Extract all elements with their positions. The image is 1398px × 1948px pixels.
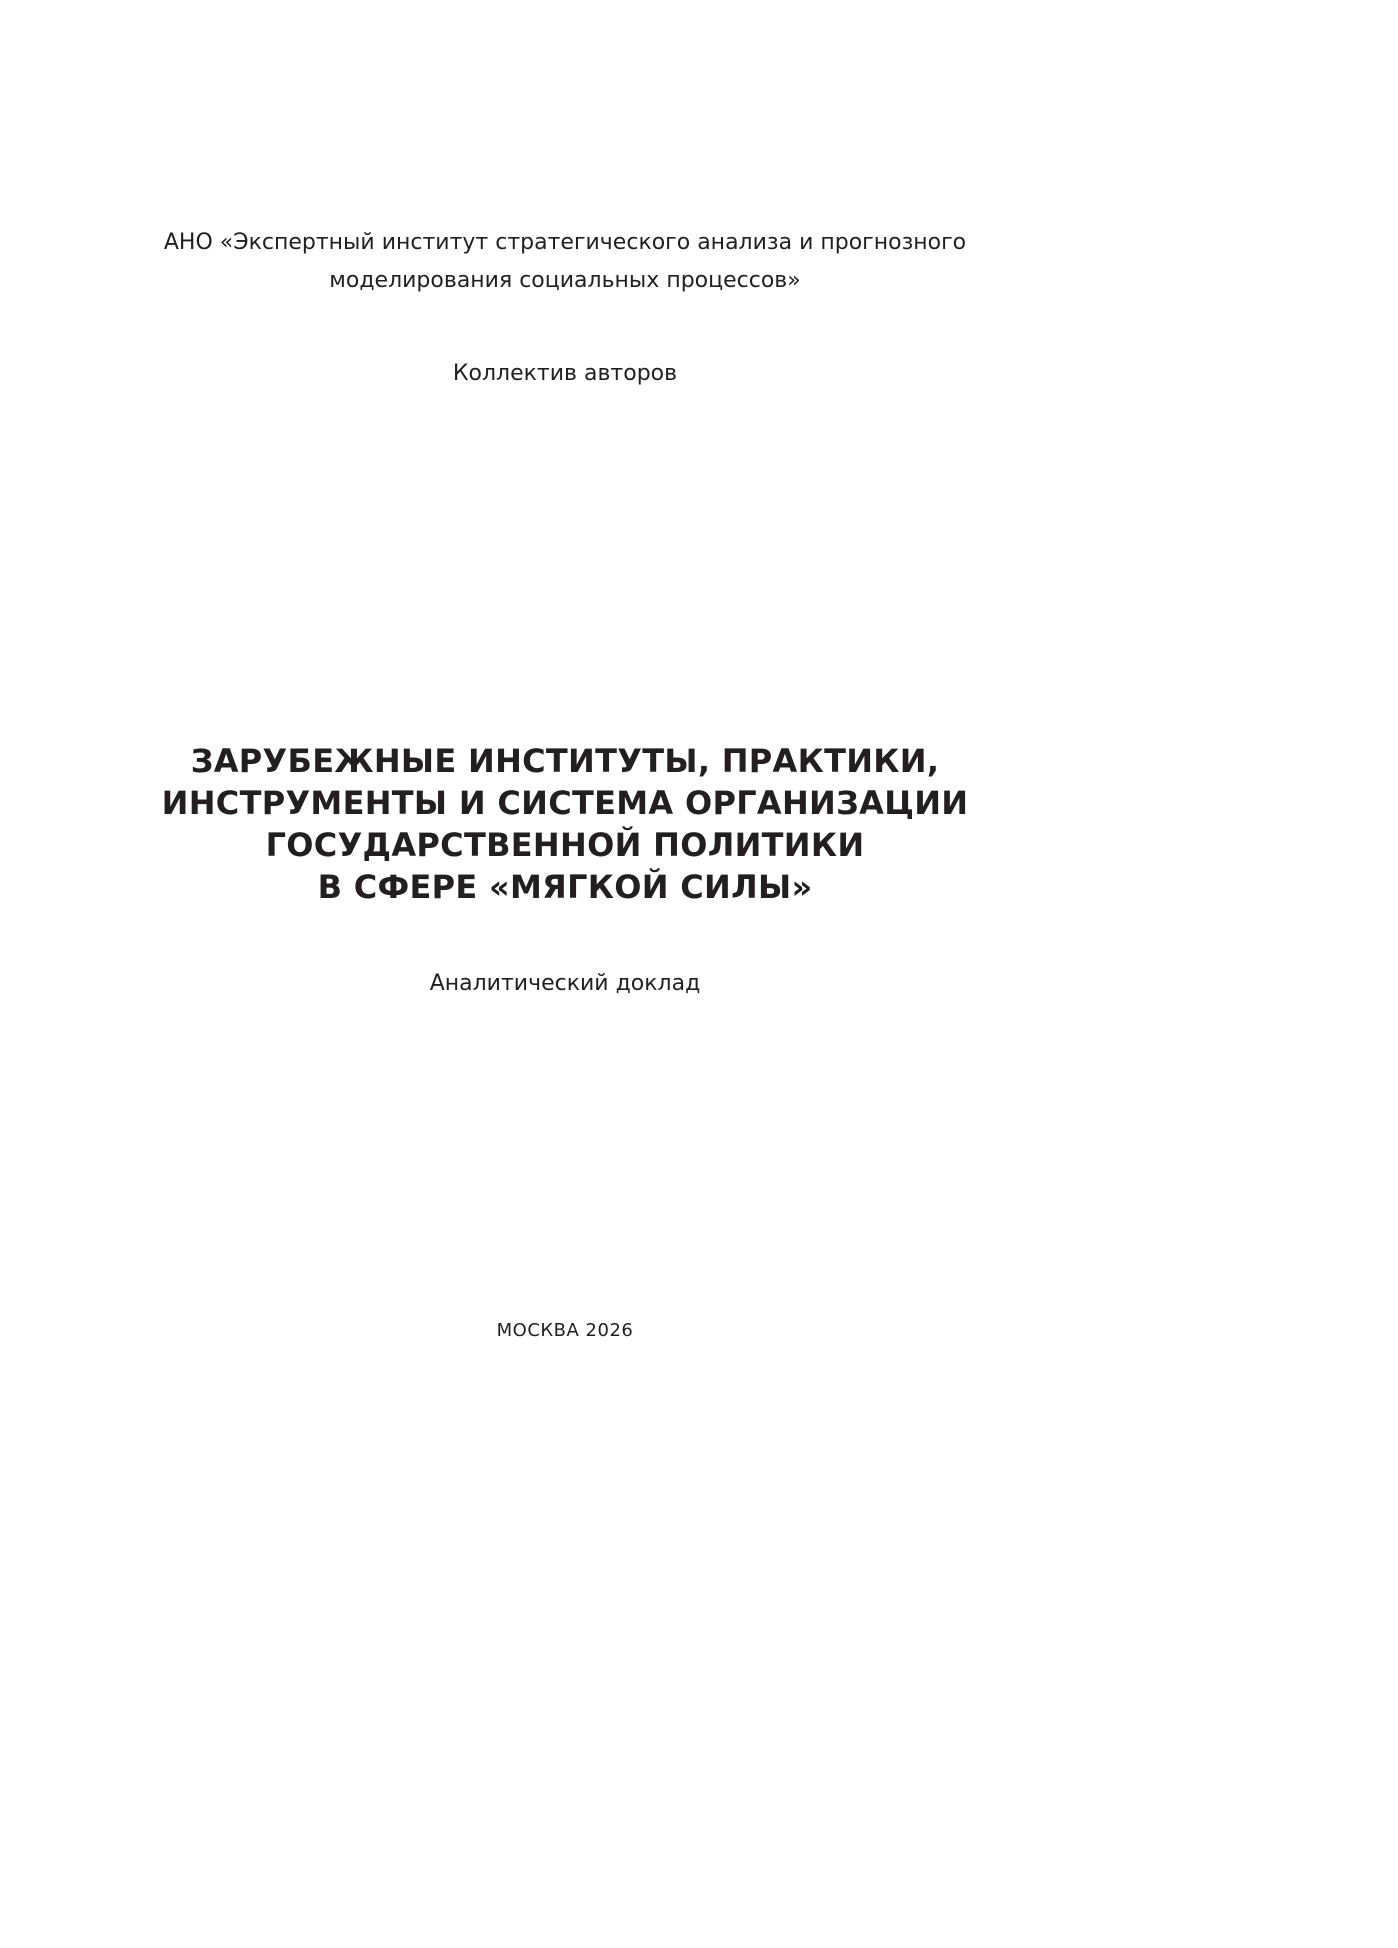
title-line-3: ГОСУДАРСТВЕННОЙ ПОЛИТИКИ bbox=[265, 826, 865, 864]
organization-line-2: моделирования социальных процессов» bbox=[329, 268, 801, 293]
title-line-4: В СФЕРЕ «МЯГКОЙ СИЛЫ» bbox=[317, 868, 813, 906]
authors-label: Коллектив авторов bbox=[452, 361, 678, 386]
city-year: МОСКВА 2026 bbox=[496, 1320, 634, 1341]
organization-name bbox=[0, 224, 1130, 300]
title-line-2: ИНСТРУМЕНТЫ И СИСТЕМА ОРГАНИЗАЦИИ bbox=[161, 784, 969, 822]
document-type: Аналитический доклад bbox=[429, 971, 701, 996]
organization-line-1: АНО «Экспертный институт стратегического анализа и прогнозного bbox=[163, 230, 967, 255]
document-title bbox=[0, 740, 1130, 908]
title-line-1: ЗАРУБЕЖНЫЕ ИНСТИТУТЫ, ПРАКТИКИ, bbox=[190, 742, 940, 780]
